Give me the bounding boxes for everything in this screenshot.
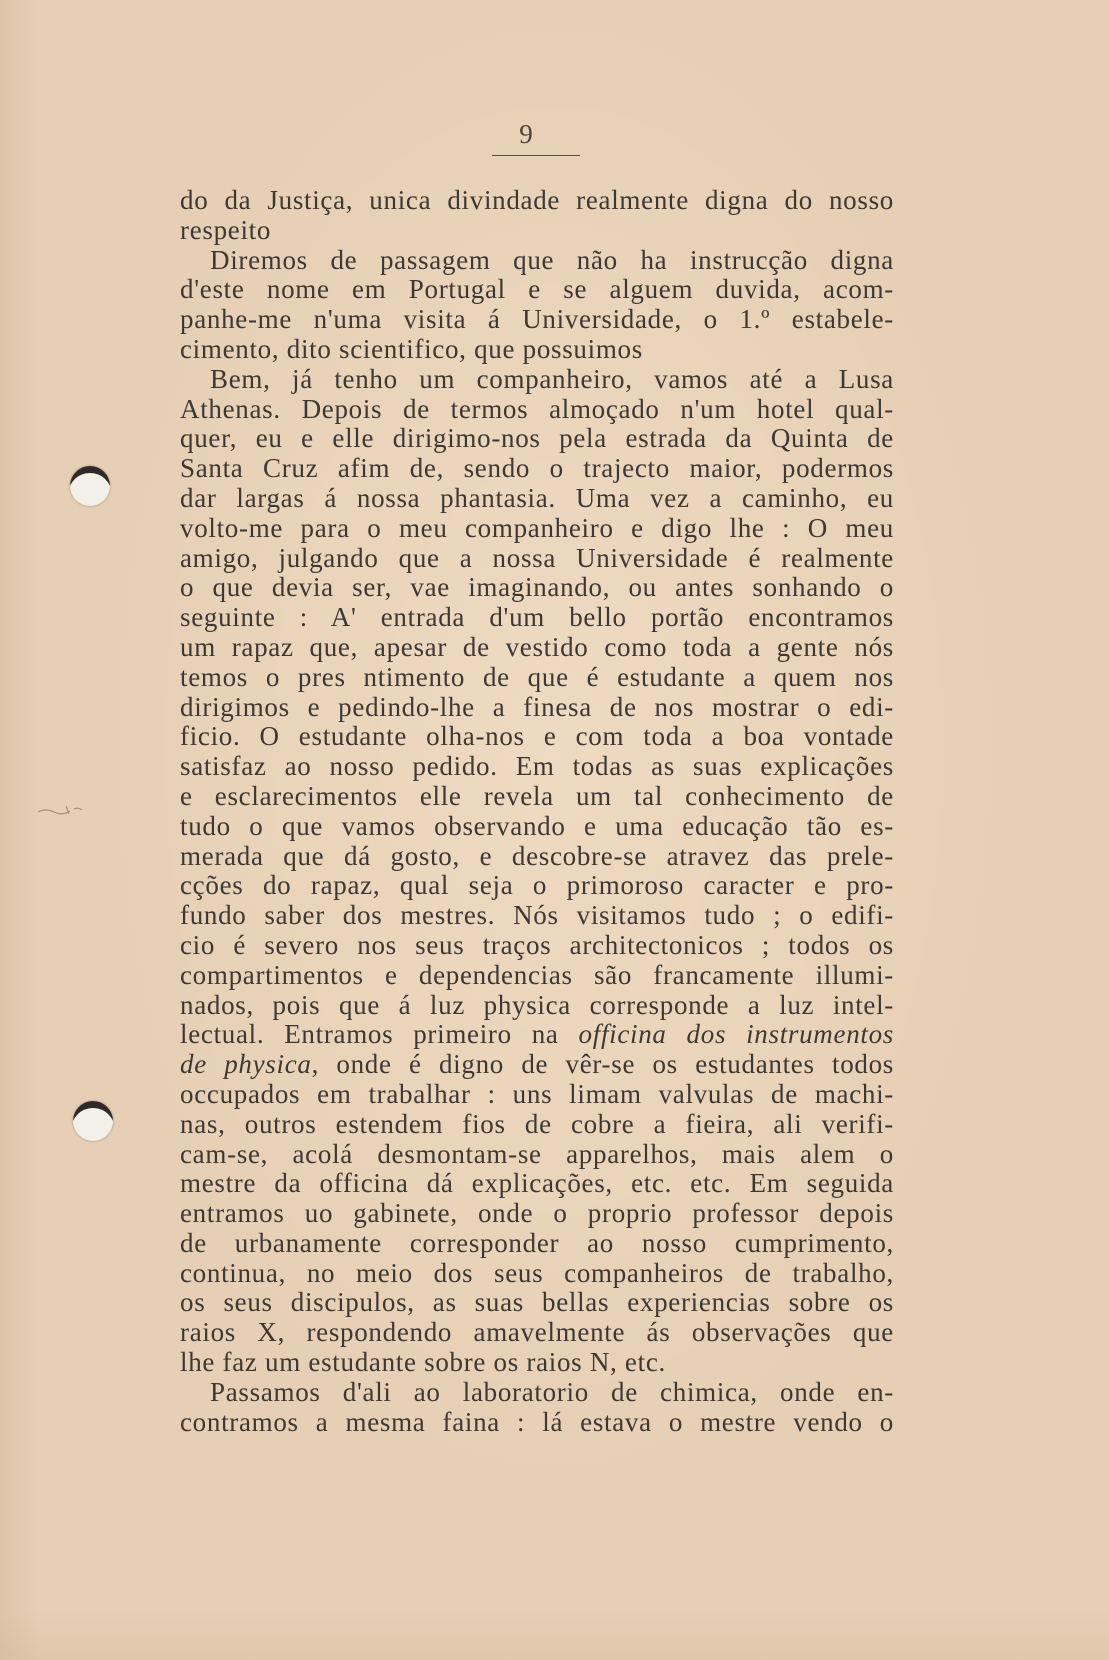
page-number: 9	[519, 119, 533, 149]
text-line: mestre da officina dá explicações, etc. etc. Em seguida	[180, 1169, 894, 1199]
text-line: entramos uo gabinete, onde o proprio professor depois	[180, 1199, 894, 1229]
text-line: lhe faz um estudante sobre os raios N, etc.	[180, 1348, 666, 1378]
text-line: raios X, respondendo amavelmente ás observações que	[180, 1318, 894, 1348]
text-line: seguinte : A' entrada d'um bello portão encontramos	[180, 603, 894, 633]
text-line: dar largas á nossa phantasia. Uma vez a caminho, eu	[180, 483, 894, 513]
text-line: o que devia ser, vae imaginando, ou antes sonhando o	[180, 573, 894, 603]
text-line	[180, 1050, 894, 1080]
text-line: um rapaz que, apesar de vestido como toda a gente nós	[180, 632, 894, 662]
punch-hole	[70, 466, 110, 506]
text-line: de urbanamente corresponder ao nosso cumprimento,	[180, 1228, 894, 1258]
text-line	[180, 1020, 894, 1050]
text-line: compartimentos e dependencias são francamente illumi-	[180, 960, 894, 990]
italic-phrase: de physica	[180, 1050, 312, 1080]
text-line: do da Justiça, unica divindade realmente digna do nosso	[180, 186, 894, 215]
text-segment: , onde é digno de vêr-se os estudantes todos	[311, 1050, 894, 1080]
text-line: cções do rapaz, qual seja o primoroso caracter e pro-	[180, 871, 894, 901]
text-line: cimento, dito scientifico, que possuimos	[180, 334, 643, 364]
text-line: d'este nome em Portugal e se alguem duvida, acom-	[180, 275, 894, 305]
text-line: e esclarecimentos elle revela um tal conhecimento de	[180, 781, 894, 811]
text-line: nas, outros estendem fios de cobre a fieira, ali verifi-	[180, 1109, 894, 1139]
body-text	[180, 186, 894, 1437]
text-line: respeito	[180, 215, 272, 245]
text-line: cio é severo nos seus traços architectonicos ; todos os	[180, 930, 894, 960]
text-line: quer, eu e elle dirigimo-nos pela estrada da Quinta de	[180, 424, 894, 454]
paragraph	[180, 246, 894, 365]
text-line: os seus discipulos, as suas bellas experiencias sobre os	[180, 1288, 894, 1318]
text-line: volto-me para o meu companheiro e digo lhe : O meu	[180, 513, 894, 543]
text-line: amigo, julgando que a nossa Universidade é realmente	[180, 543, 894, 573]
text-line: Bem, já tenho um companheiro, vamos até a Lusa	[210, 364, 894, 394]
text-segment: lectual. Entramos primeiro na	[180, 1020, 579, 1050]
text-line: dirigimos e pedindo-lhe a finesa de nos mostrar o edi-	[180, 692, 894, 722]
paragraph	[180, 1378, 894, 1438]
text-line: merada que dá gosto, e descobre-se atravez das prele-	[180, 841, 894, 871]
text-line: nados, pois que á luz physica corresponde a luz intel-	[180, 990, 894, 1020]
italic-phrase: officina dos instrumentos	[578, 1020, 894, 1050]
text-line: Santa Cruz afim de, sendo o trajecto maior, podermos	[180, 454, 894, 484]
text-line: Diremos de passagem que não ha instrucção digna	[210, 245, 894, 275]
text-line: occupados em trabalhar : uns limam valvulas de machi-	[180, 1079, 894, 1109]
text-line: Athenas. Depois de termos almoçado n'um hotel qual-	[180, 394, 894, 424]
paragraph	[180, 365, 894, 1378]
scan-mark	[36, 800, 86, 820]
text-line: panhe-me n'uma visita á Universidade, o 1.º estabele-	[180, 305, 894, 335]
text-line: contramos a mesma faina : lá estava o mestre vendo o	[180, 1407, 894, 1437]
text-line: tudo o que vamos observando e uma educação tão es-	[180, 811, 894, 841]
text-line: fundo saber dos mestres. Nós visitamos tudo ; o edifi-	[180, 901, 894, 931]
punch-hole	[73, 1101, 113, 1141]
text-line: cam-se, acolá desmontam-se apparelhos, mais alem o	[180, 1139, 894, 1169]
text-line: Passamos d'ali ao laboratorio de chimica, onde en-	[210, 1377, 894, 1407]
text-line: ficio. O estudante olha-nos e com toda a boa vontade	[180, 722, 894, 752]
text-line: temos o pres ntimento de que é estudante a quem nos	[180, 662, 894, 692]
text-line: satisfaz ao nosso pedido. Em todas as suas explicações	[180, 752, 894, 782]
paragraph	[180, 186, 894, 246]
page-number-rule	[492, 155, 580, 156]
text-line: continua, no meio dos seus companheiros de trabalho,	[180, 1258, 894, 1288]
